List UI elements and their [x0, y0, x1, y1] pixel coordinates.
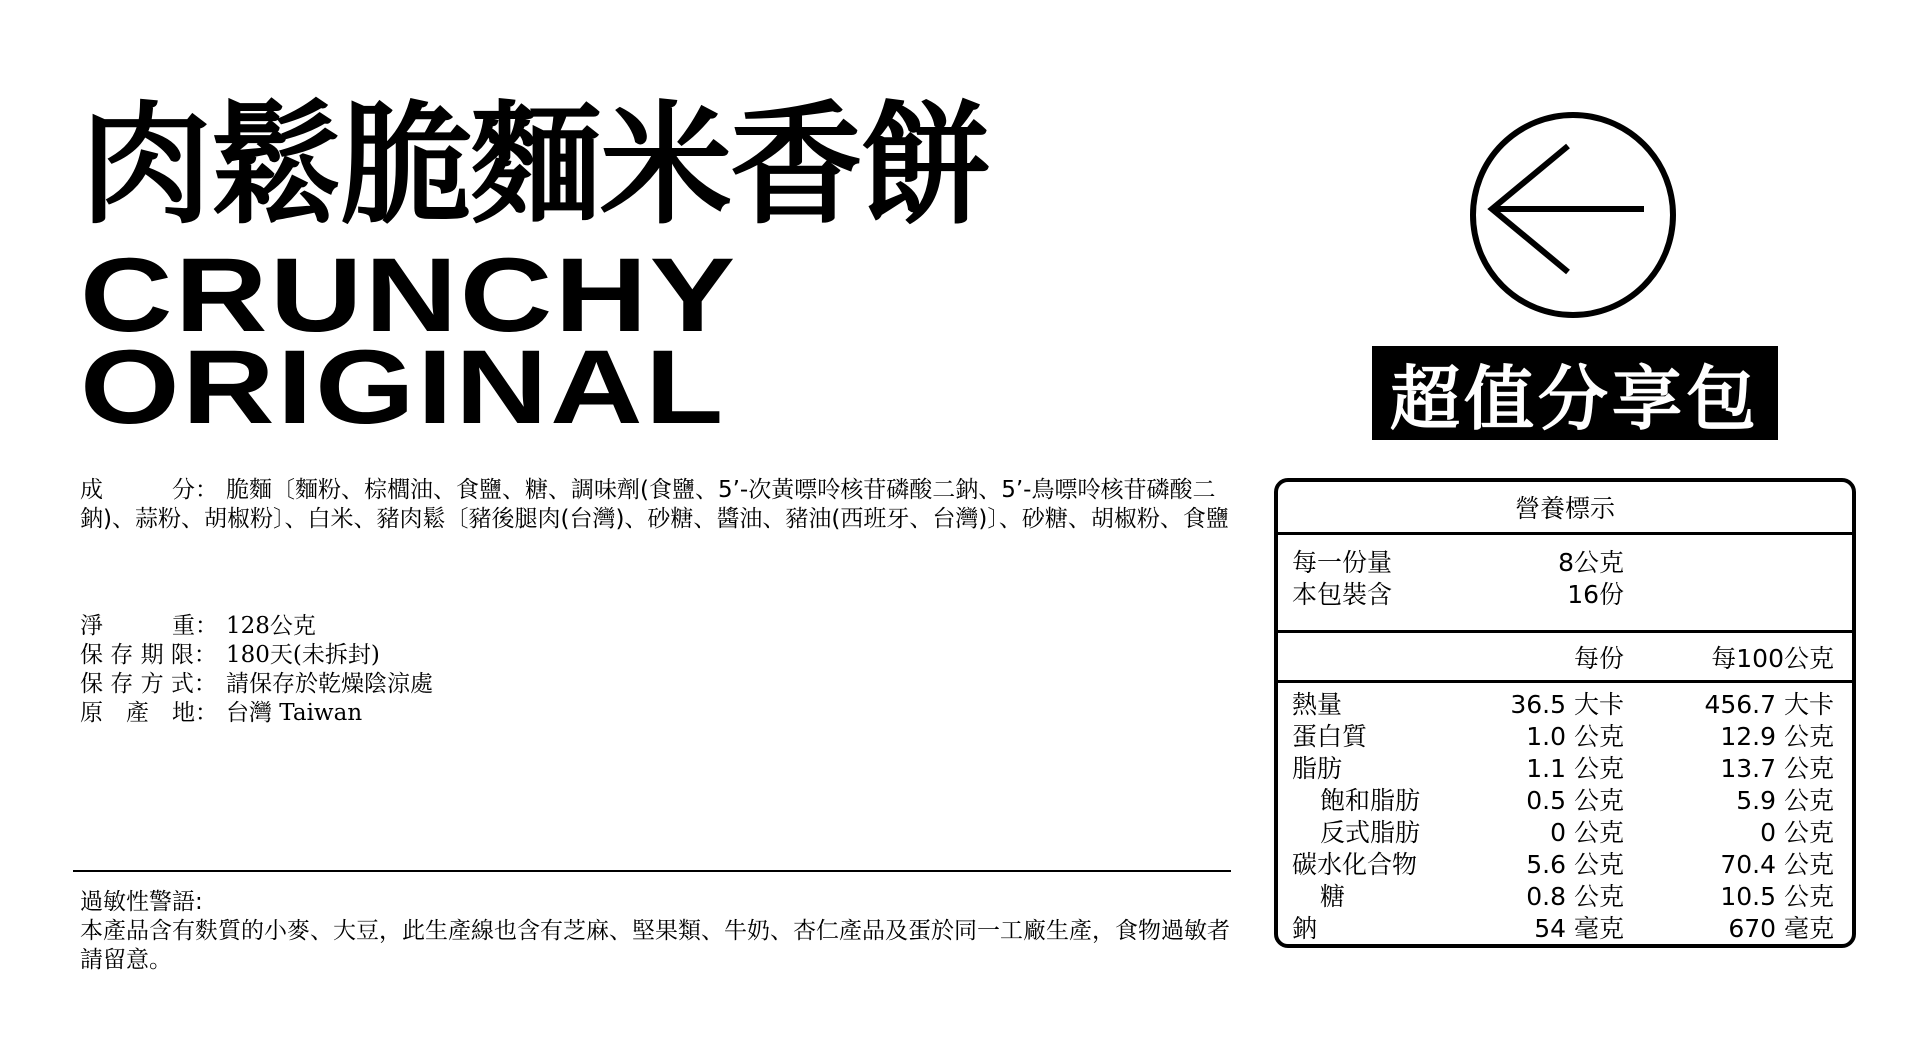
product-facts	[80, 612, 433, 728]
ingredients-label: 成 分：	[80, 477, 218, 503]
fact-value: 180天(未拆封)	[226, 642, 380, 668]
nutrition-row	[1278, 719, 1852, 751]
nutrient-per-serving: 36.5 大卡	[1510, 690, 1624, 719]
nutrition-row	[1278, 847, 1852, 879]
fact-row-origin	[80, 699, 433, 728]
serving-size-label: 每一份量	[1292, 548, 1393, 577]
nutrition-column-headers	[1278, 633, 1852, 683]
fact-row-shelf-life	[80, 641, 433, 670]
nutrition-row	[1278, 783, 1852, 815]
nutrient-name: 熱量	[1292, 690, 1343, 719]
nutrition-row	[1278, 687, 1852, 719]
ingredients-text: 脆麵〔麵粉、棕櫚油、食鹽、糖、調味劑(食鹽、5’-次黃嘌呤核苷磷酸二鈉、5’-鳥嘌呤核苷磷酸二鈉)、蒜粉、胡椒粉〕、白米、豬肉鬆〔豬後腿肉(台灣)、砂糖、醬油、豬油(西班牙、台灣)〕、砂糖、胡椒粉、食鹽	[80, 477, 1229, 532]
fact-label: 淨 重：	[80, 613, 218, 639]
nutrition-facts-table	[1274, 478, 1856, 948]
nutrient-per-serving: 0 公克	[1550, 818, 1624, 847]
nutrition-title: 營養標示	[1278, 482, 1852, 535]
nutrition-row	[1278, 879, 1852, 911]
nutrition-rows	[1278, 683, 1852, 943]
serving-info	[1278, 535, 1852, 633]
nutrient-per-100g: 0 公克	[1760, 818, 1834, 847]
servings-per-pack-value: 16份	[1567, 580, 1624, 609]
value-pack-badge: 超值分享包	[1372, 346, 1778, 440]
serving-size-row	[1278, 545, 1852, 577]
nutrient-name: 鈉	[1292, 914, 1318, 943]
section-divider	[73, 870, 1231, 872]
title-en-line-2: ORIGINAL	[80, 329, 726, 446]
allergy-text: 本產品含有麩質的小麥、大豆，此生產線也含有芝麻、堅果類、牛奶、杏仁產品及蛋於同一工廠生產，食物過敏者請留意。	[80, 918, 1230, 973]
nutrient-per-serving: 1.0 公克	[1526, 722, 1624, 751]
nutrient-name: 脂肪	[1292, 754, 1343, 783]
nutrient-per-100g: 5.9 公克	[1736, 786, 1834, 815]
arrow-left-circle-icon[interactable]	[1468, 110, 1678, 320]
nutrient-name: 反式脂肪	[1320, 818, 1421, 847]
fact-label: 原 產 地：	[80, 700, 218, 726]
product-title-chinese: 肉鬆脆麵米香餅	[80, 89, 990, 243]
servings-per-pack-row	[1278, 577, 1852, 609]
nutrient-per-serving: 0.8 公克	[1526, 882, 1624, 911]
allergy-warning	[80, 888, 1250, 975]
fact-value: 請保存於乾燥陰涼處	[226, 671, 433, 697]
allergy-title: 過敏性警語:	[80, 889, 203, 915]
fact-value: 128公克	[226, 613, 316, 639]
nutrient-per-100g: 10.5 公克	[1720, 882, 1834, 911]
nutrient-per-serving: 0.5 公克	[1526, 786, 1624, 815]
nutrient-name: 飽和脂肪	[1320, 786, 1421, 815]
fact-row-net-weight	[80, 612, 433, 641]
serving-size-value: 8公克	[1558, 548, 1624, 577]
nutrient-per-100g: 12.9 公克	[1720, 722, 1834, 751]
nutrient-per-100g: 70.4 公克	[1720, 850, 1834, 879]
per-100g-header: 每100公克	[1711, 643, 1834, 673]
product-title-english	[80, 237, 738, 446]
nutrient-per-100g: 456.7 大卡	[1704, 690, 1834, 719]
servings-per-pack-label: 本包裝含	[1292, 580, 1393, 609]
nutrient-name: 蛋白質	[1292, 722, 1368, 751]
per-serving-header: 每份	[1573, 643, 1624, 673]
nutrient-per-serving: 5.6 公克	[1526, 850, 1624, 879]
nutrient-per-100g: 13.7 公克	[1720, 754, 1834, 783]
title-en-line-1: CRUNCHY	[80, 237, 738, 354]
nutrition-row	[1278, 815, 1852, 847]
fact-row-storage	[80, 670, 433, 699]
nutrition-row	[1278, 751, 1852, 783]
ingredients-block	[80, 476, 1240, 534]
fact-label: 保 存 方 式：	[80, 671, 217, 697]
fact-label: 保 存 期 限：	[80, 642, 217, 668]
fact-value: 台灣 Taiwan	[226, 700, 363, 726]
nutrient-name: 碳水化合物	[1292, 850, 1418, 879]
nutrient-name: 糖	[1320, 882, 1346, 911]
nutrient-per-100g: 670 毫克	[1728, 914, 1834, 943]
nutrient-per-serving: 1.1 公克	[1526, 754, 1624, 783]
nutrition-row	[1278, 911, 1852, 943]
nutrient-per-serving: 54 毫克	[1534, 914, 1624, 943]
